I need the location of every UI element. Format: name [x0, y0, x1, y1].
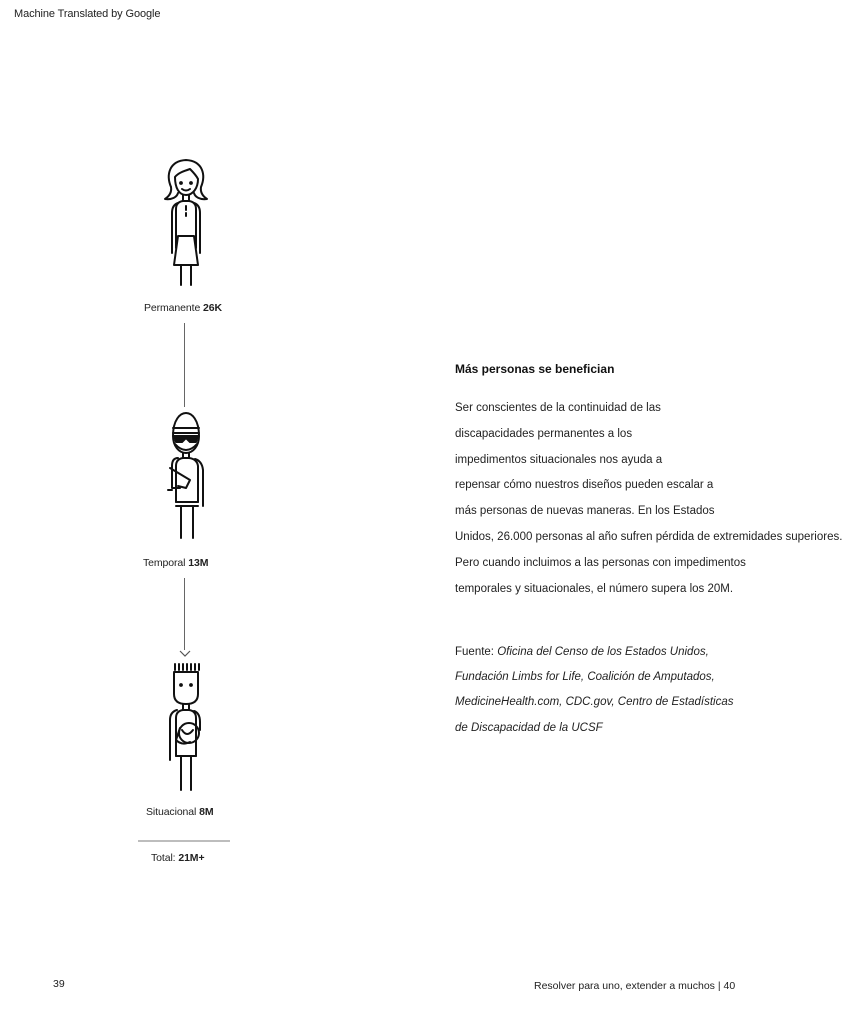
total-label: Total: 21M+ — [151, 852, 205, 864]
paragraph-line: Pero cuando incluimos a las personas con impedimentos — [455, 556, 746, 569]
paragraph-line: impedimentos situacionales nos ayuda a — [455, 453, 663, 466]
woman-icon — [160, 155, 212, 290]
source-prefix: Fuente: — [455, 646, 494, 658]
paragraph-line: Ser conscientes de la continuidad de las — [455, 402, 661, 414]
connector-line — [184, 578, 185, 650]
source-line: de Discapacidad de la UCSF — [455, 721, 603, 734]
paragraph-line: repensar cómo nuestros diseños pueden escalar a — [455, 479, 714, 492]
paragraph-line: más personas de nuevas maneras. En los Estados — [455, 505, 715, 518]
paragraph-line: Unidos, 26.000 personas al año sufren pérdida de extremidades superiores. — [455, 530, 842, 543]
body-paragraph — [455, 396, 842, 602]
figure-label-permanente: Permanente 26K — [144, 302, 222, 314]
paragraph-line: discapacidades permanentes a los — [455, 427, 633, 440]
source-line: Oficina del Censo de los Estados Unidos, — [497, 646, 709, 658]
paragraph-line: temporales y situacionales, el número supera los 20M. — [455, 582, 734, 595]
connector-line — [184, 323, 185, 407]
page-number-left: 39 — [53, 978, 65, 990]
section-heading: Más personas se benefician — [455, 362, 615, 376]
figure-label-temporal: Temporal 13M — [143, 557, 209, 569]
total-divider — [138, 840, 230, 842]
parent-holding-baby-icon — [160, 660, 212, 795]
page-footer-title: Resolver para uno, extender a muchos | 40 — [534, 980, 736, 992]
source-line: MedicineHealth.com, CDC.gov, Centro de Estadísticas — [455, 696, 734, 709]
source-line: Fundación Limbs for Life, Coalición de Amputados, — [455, 671, 715, 684]
figure-label-situacional: Situacional 8M — [146, 806, 214, 818]
source-citation — [455, 640, 733, 741]
machine-translated-label: Machine Translated by Google — [14, 8, 161, 20]
injured-arm-person-icon — [160, 408, 212, 543]
